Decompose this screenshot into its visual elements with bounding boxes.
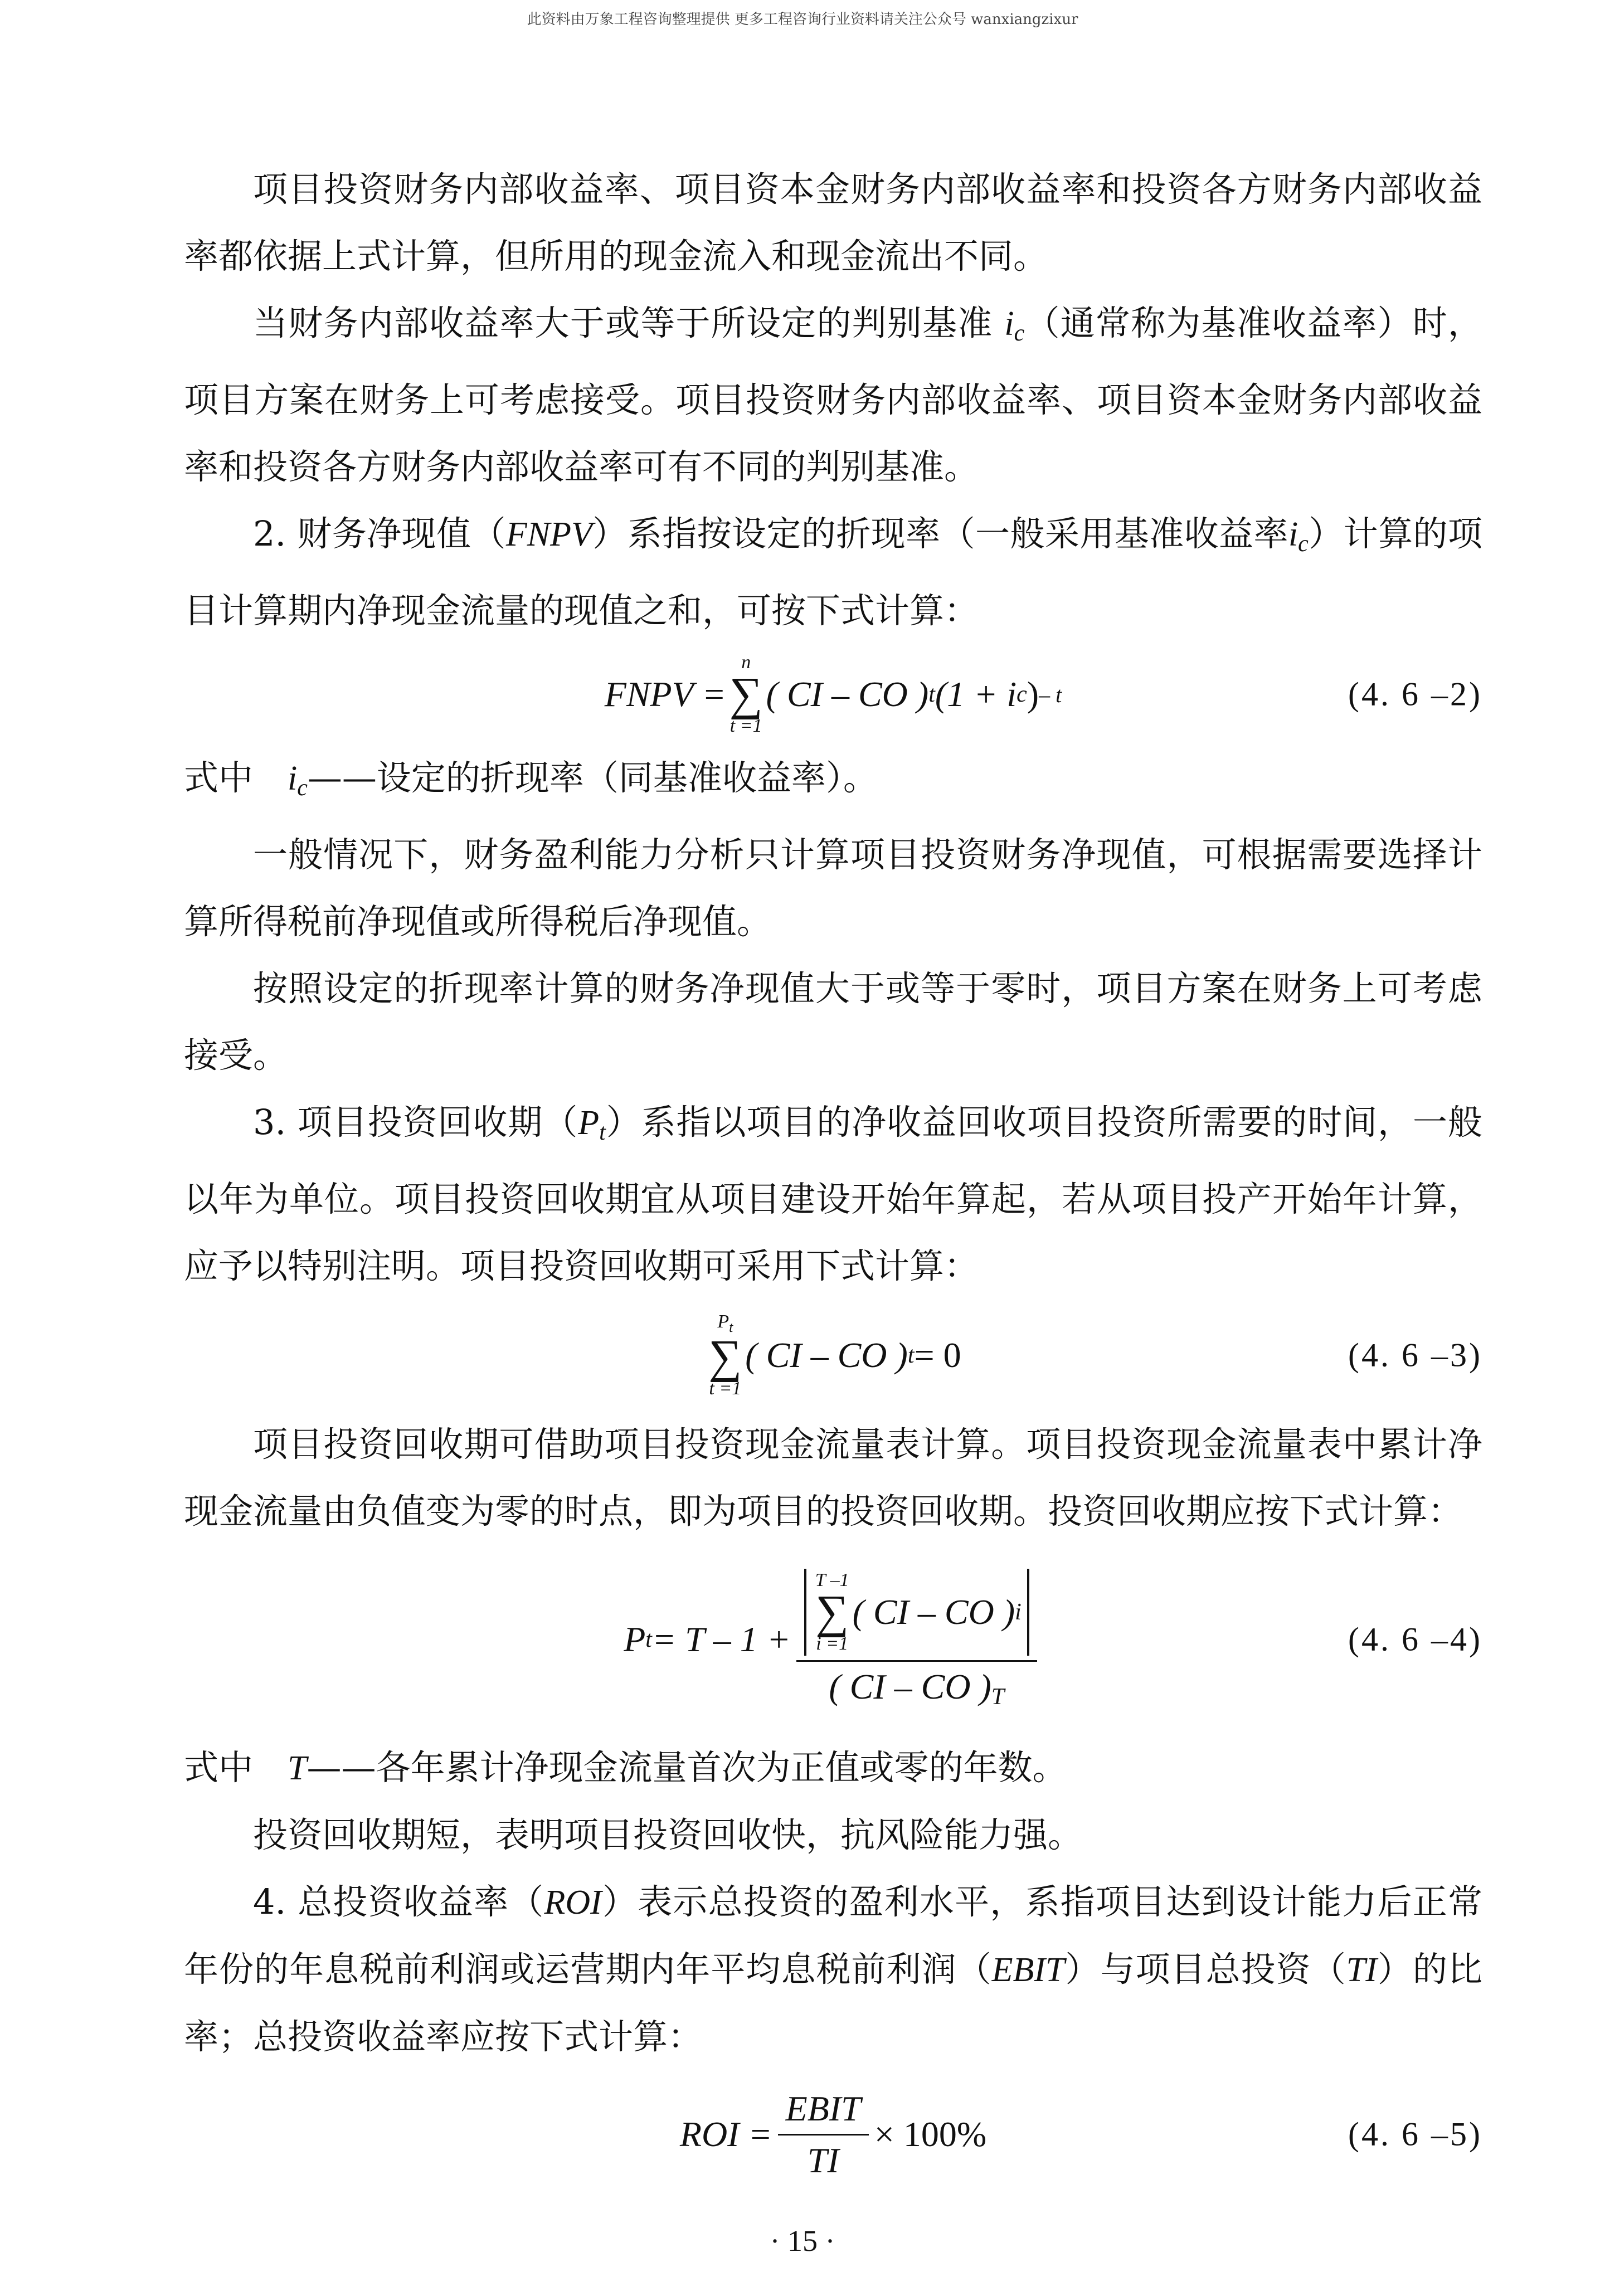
equation-4-6-5: ROI = $\frac{\text{EBIT}}{TI}$ × 100% (4. 6 –5): [679, 2088, 1482, 2180]
summation-symbol: $P_t$ ∑ t =1: [708, 1311, 742, 1399]
equation-4-6-3: $P_t$ ∑ t =1 ( CI – CO ) t = 0 (4. 6 –3): [708, 1311, 1482, 1399]
page-number: · 15 ·: [770, 2224, 835, 2258]
paragraph-fnpv-general: 一般情况下，财务盈利能力分析只计算项目投资财务净现值，可根据需要选择计算所得税前净现值或所得税后净现值。: [184, 834, 1482, 942]
equation-number: (4. 6 –3): [1348, 1336, 1482, 1374]
paragraph-irr-calculation: 项目投资财务内部收益率、项目资本金财务内部收益率和投资各方财务内部收益率都依据上式计算，但所用的现金流入和现金流出不同。: [184, 169, 1482, 276]
equation-number: (4. 6 –2): [1348, 675, 1482, 713]
fraction: T –1 ∑ i =1 ( CI – CO ) i ( CI – CO )$_T$: [796, 1569, 1037, 1710]
summation-symbol: T –1 ∑ i =1: [815, 1570, 849, 1654]
where-clause-T: 式中 T——各年累计净现金流量首次为正值或零的年数。: [184, 1747, 1067, 1788]
where-clause-ic: 式中 $i_c——$设定的折现率（同基准收益率）。: [184, 757, 878, 801]
page-header-notice: 此资料由万象工程咨询整理提供 更多工程咨询行业资料请关注公众号 wanxiangzixur: [527, 11, 1078, 28]
paragraph-irr-criterion: 当财务内部收益率大于或等于所设定的判别基准 $i_c$（通常称为基准收益率）时，项目方案在财务上可考虑接受。项目投资财务内部收益率、项目资本金财务内部收益率和投资各方财务内部收益率可有不同的判别基准。: [184, 303, 1482, 487]
fraction: $\frac{\text{EBIT}}{TI}$: [778, 2088, 869, 2181]
paragraph-payback-meaning: 投资回收期短，表明项目投资回收快，抗风险能力强。: [253, 1815, 1083, 1855]
paragraph-payback-table: 项目投资回收期可借助项目投资现金流量表计算。项目投资现金流量表中累计净现金流量由负值变为零的时点，即为项目的投资回收期。投资回收期应按下式计算：: [184, 1424, 1482, 1531]
equation-number: (4. 6 –4): [1348, 1621, 1482, 1658]
paragraph-roi-definition: 4. 总投资收益率（ROI）表示总投资的盈利水平，系指项目达到设计能力后正常年份的年息税前利润或运营期内年平均息税前利润（EBIT）与项目总投资（TI）的比率；总投资收益率应按下式计算：: [184, 1881, 1482, 2057]
equation-4-6-2: FNPV = n ∑ t =1 ( CI – CO ) t (1 + i c ) – t (4. 6 –2): [604, 652, 1482, 736]
document-body: [184, 156, 1482, 2198]
paragraph-fnpv-criterion: 按照设定的折现率计算的财务净现值大于或等于零时，项目方案在财务上可考虑接受。: [184, 968, 1482, 1076]
equation-4-6-4: P t = T – 1 + T –1 ∑ i =1 ( CI – CO ) i ( CI – CO )$_T$ (4. 6 –4): [624, 1570, 1482, 1710]
summation-symbol: n ∑ t =1: [729, 652, 763, 736]
equation-number: (4. 6 –5): [1348, 2115, 1482, 2153]
paragraph-payback-definition: 3. 项目投资回收期$(P_t)$系指以项目的净收益回收项目投资所需要的时间，一般以年为单位。项目投资回收期宜从项目建设开始年算起，若从项目投产开始年计算，应予以特别注明。项目投资回收期可采用下式计算：: [184, 1102, 1482, 1286]
paragraph-fnpv-definition: 2. 财务净现值（FNPV）系指按设定的折现率（一般采用基准收益率$i_c$）计算的项目计算期内净现金流量的现值之和，可按下式计算：: [184, 513, 1482, 631]
